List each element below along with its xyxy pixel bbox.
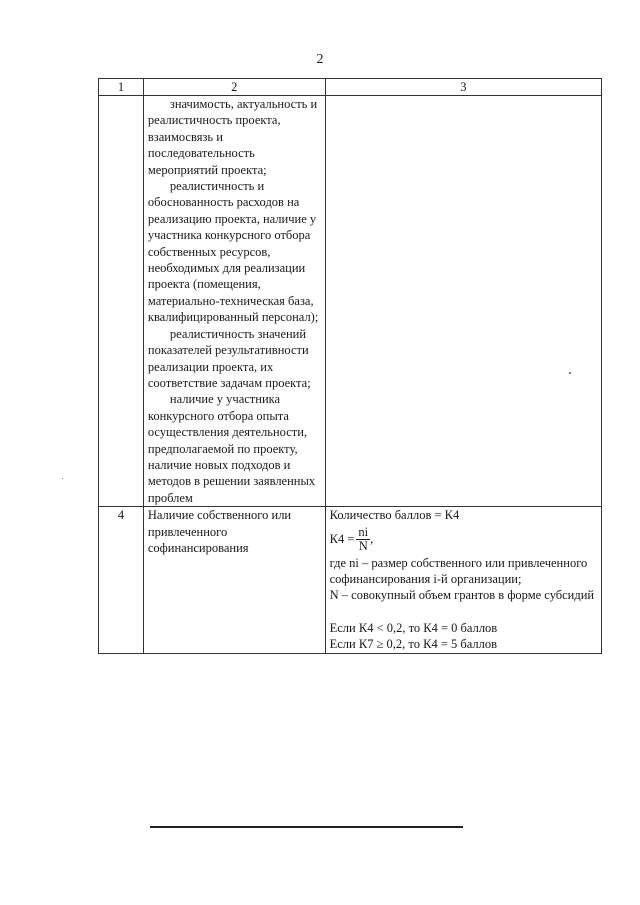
score-line: Количество баллов = К4 — [329, 508, 460, 523]
row-number: 4 — [99, 507, 144, 653]
criterion-name: Наличие собственного или привлеченного софинансирования — [143, 507, 325, 653]
condition-line: Если К4 < 0,2, то К4 = 0 баллов — [329, 620, 498, 635]
scan-speck — [62, 478, 63, 479]
page-number: 2 — [316, 52, 324, 67]
header-col-1: 1 — [99, 79, 144, 96]
table-row-4 — [99, 507, 602, 653]
criteria-table — [98, 78, 602, 654]
formula-denominator: N — [358, 538, 368, 553]
criterion-text: реалистичность значений показателей результативности реализации проекта, их соответствие задачам проекта; — [147, 326, 311, 390]
formula-numerator: ni — [358, 524, 369, 539]
scoring-method-cell — [325, 507, 601, 653]
where-definition: где ni – размер собственного или привлеченного софинансирования i-й организации; — [329, 555, 588, 586]
criterion-text: реалистичность и обоснованность расходов на реализацию проекта, наличие у участника конкурсного отбора собственных ресурсов, необходимых для реализации проекта (помещения, материально-техническая база, квалифицированный персонал); — [147, 179, 319, 325]
header-col-3: 3 — [325, 79, 601, 96]
scan-speck — [569, 372, 571, 374]
table-header-row — [99, 79, 602, 96]
scoring-cell-empty — [325, 96, 601, 507]
formula-fraction — [356, 526, 370, 553]
signature-line — [150, 826, 463, 828]
formula-lhs: К4 = — [329, 531, 355, 546]
table-row-continued — [99, 96, 602, 507]
condition-line: Если К7 ≥ 0,2, то К4 = 5 баллов — [329, 637, 498, 652]
criteria-cell — [143, 96, 325, 507]
criterion-text: наличие у участника конкурсного отбора опыта осуществления деятельности, предполагаемой по проекту, наличие новых подходов и методов в решении заявленных проблем — [147, 392, 316, 505]
row-number-cell-empty — [99, 96, 144, 507]
criterion-text: значимость, актуальность и реалистичность проекта, взаимосвязь и последовательность мероприятий проекта; — [147, 97, 318, 177]
header-col-2: 2 — [143, 79, 325, 96]
k4-formula — [330, 526, 597, 553]
formula-suffix: , — [370, 531, 374, 546]
n-definition: N – совокупный объем грантов в форме субсидий — [329, 588, 595, 603]
